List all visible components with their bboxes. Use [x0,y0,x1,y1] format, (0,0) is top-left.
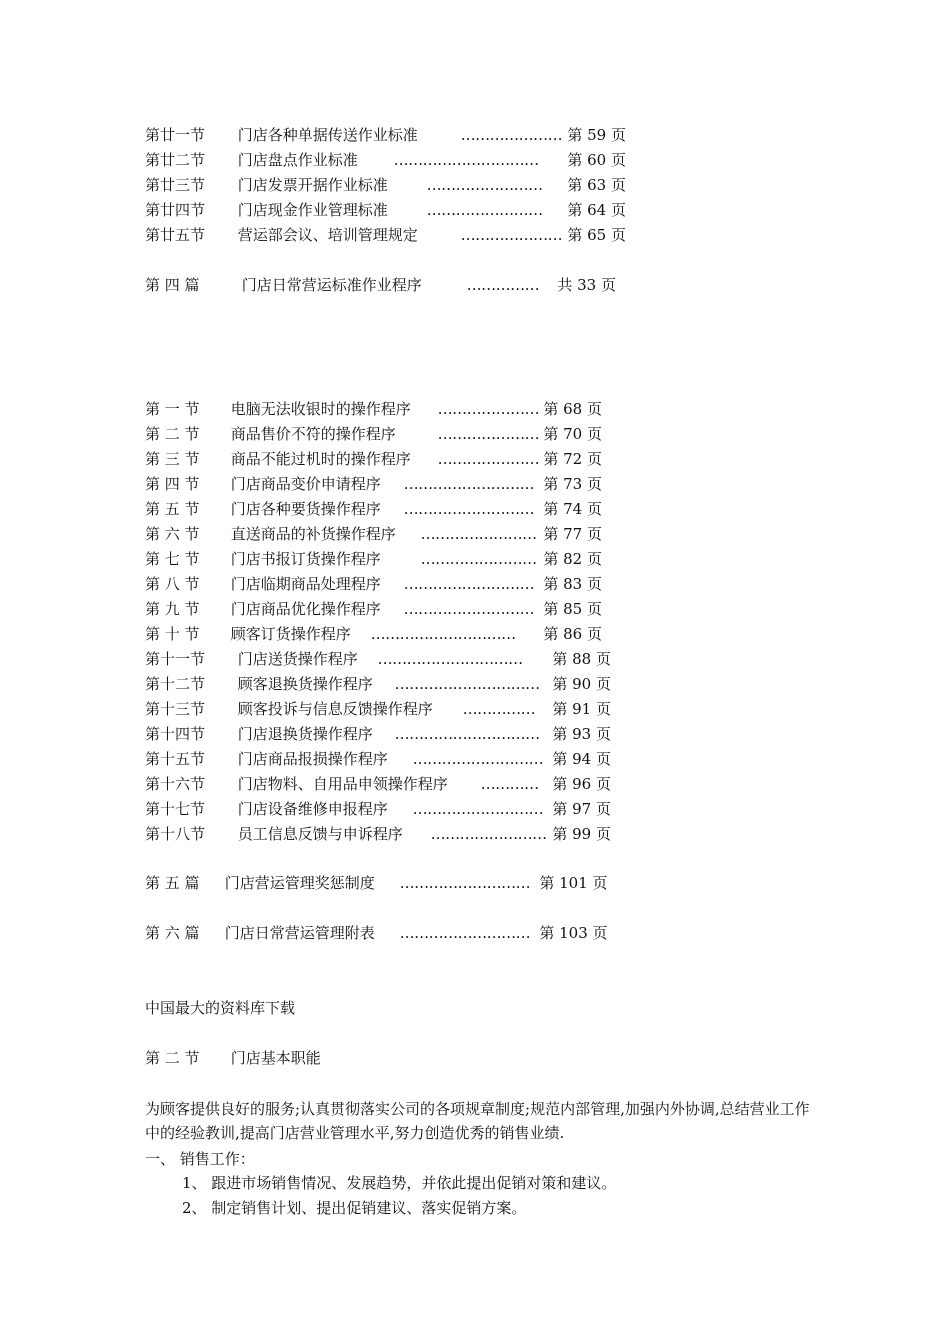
toc-leader-dots: ……………………… [399,874,531,892]
toc-leader-dots: ………………………… [394,675,540,693]
toc-page-number: 第 83 页 [543,575,602,593]
section-title: 门店基本职能 [230,1049,321,1067]
toc-title: 营运部会议、培训管理规定 [237,226,418,244]
toc-title: 门店各种要货操作程序 [230,500,381,518]
toc-entry[interactable] [145,823,611,845]
toc-title: 顾客订货操作程序 [230,625,351,643]
toc-section-number: 第 六 节 [145,525,200,543]
toc-leader-dots: ……………………… [412,800,544,818]
toc-entry[interactable] [145,149,626,171]
toc-leader-dots: …………………… [426,201,543,219]
toc-section-number: 第 四 节 [145,475,200,493]
toc-page-number: 第 94 页 [552,750,611,768]
part-title: 门店营运管理奖惩制度 [224,874,375,892]
toc-page-number: 第 72 页 [543,450,602,468]
part-number: 第 六 篇 [145,924,200,942]
toc-entry[interactable] [145,748,611,770]
toc-entry[interactable] [145,523,602,545]
toc-page-number: 第 96 页 [552,775,611,793]
toc-section-number: 第 七 节 [145,550,200,568]
toc-leader-dots: …………………… [420,525,537,543]
toc-section-number: 第十五节 [145,750,206,768]
toc-entry[interactable] [145,623,602,645]
toc-title: 门店设备维修申报程序 [237,800,388,818]
toc-leader-dots: …………………… [430,825,547,843]
toc-section-number: 第十四节 [145,725,206,743]
toc-title: 门店书报订货操作程序 [230,550,381,568]
part-page-number: 第 101 页 [539,874,608,892]
toc-leader-dots: ……………………… [399,924,531,942]
toc-section-number: 第 八 节 [145,575,200,593]
toc-page-number: 第 91 页 [552,700,611,718]
toc-entry[interactable] [145,473,602,495]
toc-entry[interactable] [145,224,626,246]
toc-leader-dots: ………………………… [377,650,523,668]
part-entry[interactable] [145,274,616,296]
toc-page-number: 第 99 页 [552,825,611,843]
list-item: 2、 制定销售计划、提出促销建议、落实促销方案。 [182,1199,527,1217]
toc-title: 门店盘点作业标准 [237,151,358,169]
toc-leader-dots: ……………………… [403,600,535,618]
toc-page-number: 第 73 页 [543,475,602,493]
toc-leader-dots: ………………… [437,450,540,468]
toc-title: 门店临期商品处理程序 [230,575,381,593]
toc-entry[interactable] [145,573,602,595]
toc-leader-dots: ………………… [437,425,540,443]
toc-entry[interactable] [145,199,626,221]
toc-entry[interactable] [145,673,611,695]
toc-leader-dots: …………………… [426,176,543,194]
toc-title: 直送商品的补货操作程序 [230,525,396,543]
toc-page-number: 第 82 页 [543,550,602,568]
toc-entry[interactable] [145,723,611,745]
toc-leader-dots: ………… [480,775,539,793]
toc-leader-dots: …………………… [420,550,537,568]
toc-entry[interactable] [145,124,626,146]
toc-title: 门店商品报损操作程序 [237,750,388,768]
toc-title: 门店退换货操作程序 [237,725,373,743]
part-number: 第 五 篇 [145,874,200,892]
toc-page-number: 第 68 页 [543,400,602,418]
toc-title: 商品售价不符的操作程序 [230,425,396,443]
section-heading [145,1047,321,1069]
toc-title: 门店商品优化操作程序 [230,600,381,618]
part-title: 门店日常营运管理附表 [224,924,375,942]
part-title: 门店日常营运标准作业程序 [241,276,422,294]
toc-title: 门店商品变价申请程序 [230,475,381,493]
toc-section-number: 第 九 节 [145,600,200,618]
toc-title: 门店送货操作程序 [237,650,358,668]
part-entry[interactable] [145,922,608,944]
section-number: 第 二 节 [145,1049,200,1067]
toc-leader-dots: ……………………… [412,750,544,768]
toc-title: 顾客退换货操作程序 [237,675,373,693]
intro-paragraph: 为顾客提供良好的服务;认真贯彻落实公司的各项规章制度;规范内部管理,加强内外协调,总结营业工作中的经验教训,提高门店营业管理水平,努力创造优秀的销售业绩. [145,1100,810,1142]
toc-title: 门店发票开据作业标准 [237,176,388,194]
toc-title: 门店各种单据传送作业标准 [237,126,418,144]
list-heading: 一、 销售工作： [145,1150,255,1168]
toc-section-number: 第十七节 [145,800,206,818]
toc-section-number: 第 五 节 [145,500,200,518]
toc-section-number: 第廿三节 [145,176,206,194]
toc-entry[interactable] [145,598,602,620]
toc-entry[interactable] [145,698,611,720]
toc-page-number: 第 90 页 [552,675,611,693]
toc-leader-dots: …………… [466,276,540,294]
list-item: 1、 跟进市场销售情况、发展趋势，并依此提出促销对策和建议。 [182,1174,617,1192]
toc-entry[interactable] [145,423,602,445]
toc-section-number: 第十六节 [145,775,206,793]
toc-page-number: 第 85 页 [543,600,602,618]
toc-leader-dots: ………………………… [393,151,539,169]
toc-entry[interactable] [145,174,626,196]
toc-section-number: 第廿一节 [145,126,206,144]
toc-leader-dots: ……………………… [403,575,535,593]
toc-page-number: 第 60 页 [567,151,626,169]
toc-title: 商品不能过机时的操作程序 [230,450,411,468]
toc-section-number: 第十二节 [145,675,206,693]
toc-title: 员工信息反馈与申诉程序 [237,825,403,843]
toc-page-number: 第 59 页 [567,126,626,144]
toc-title: 门店物料、自用品申领操作程序 [237,775,448,793]
toc-section-number: 第 一 节 [145,400,200,418]
toc-leader-dots: …………… [462,700,536,718]
toc-entry[interactable] [145,448,602,470]
toc-entry[interactable] [145,548,602,570]
part-entry[interactable] [145,872,608,894]
toc-entry[interactable] [145,773,611,795]
toc-leader-dots: ……………………… [403,475,535,493]
toc-page-number: 第 70 页 [543,425,602,443]
toc-page-number: 第 63 页 [567,176,626,194]
part-page-count: 共 33 页 [557,276,616,294]
toc-leader-dots: ………………………… [394,725,540,743]
toc-section-number: 第 三 节 [145,450,200,468]
toc-entry[interactable] [145,648,611,670]
toc-section-number: 第廿四节 [145,201,206,219]
toc-page-number: 第 74 页 [543,500,602,518]
toc-section-number: 第 十 节 [145,625,200,643]
toc-page-number: 第 86 页 [543,625,602,643]
toc-section-number: 第十八节 [145,825,206,843]
toc-page-number: 第 93 页 [552,725,611,743]
toc-leader-dots: ……………………… [403,500,535,518]
toc-page-number: 第 64 页 [567,201,626,219]
part-page-number: 第 103 页 [539,924,608,942]
toc-entry[interactable] [145,798,611,820]
toc-entry[interactable] [145,498,602,520]
part-number: 第 四 篇 [145,276,200,294]
toc-section-number: 第十三节 [145,700,206,718]
toc-section-number: 第 二 节 [145,425,200,443]
toc-page-number: 第 77 页 [543,525,602,543]
toc-leader-dots: ………………………… [370,625,516,643]
toc-leader-dots: ………………… [437,400,540,418]
toc-page-number: 第 65 页 [567,226,626,244]
toc-page-number: 第 97 页 [552,800,611,818]
toc-section-number: 第十一节 [145,650,206,668]
toc-section-number: 第廿五节 [145,226,206,244]
toc-section-number: 第廿二节 [145,151,206,169]
toc-leader-dots: ………………… [460,226,563,244]
toc-title: 电脑无法收银时的操作程序 [230,400,411,418]
toc-title: 门店现金作业管理标准 [237,201,388,219]
toc-leader-dots: ………………… [460,126,563,144]
toc-page-number: 第 88 页 [552,650,611,668]
toc-title: 顾客投诉与信息反馈操作程序 [237,700,433,718]
download-note: 中国最大的资料库下载 [145,999,296,1017]
toc-entry[interactable] [145,398,602,420]
